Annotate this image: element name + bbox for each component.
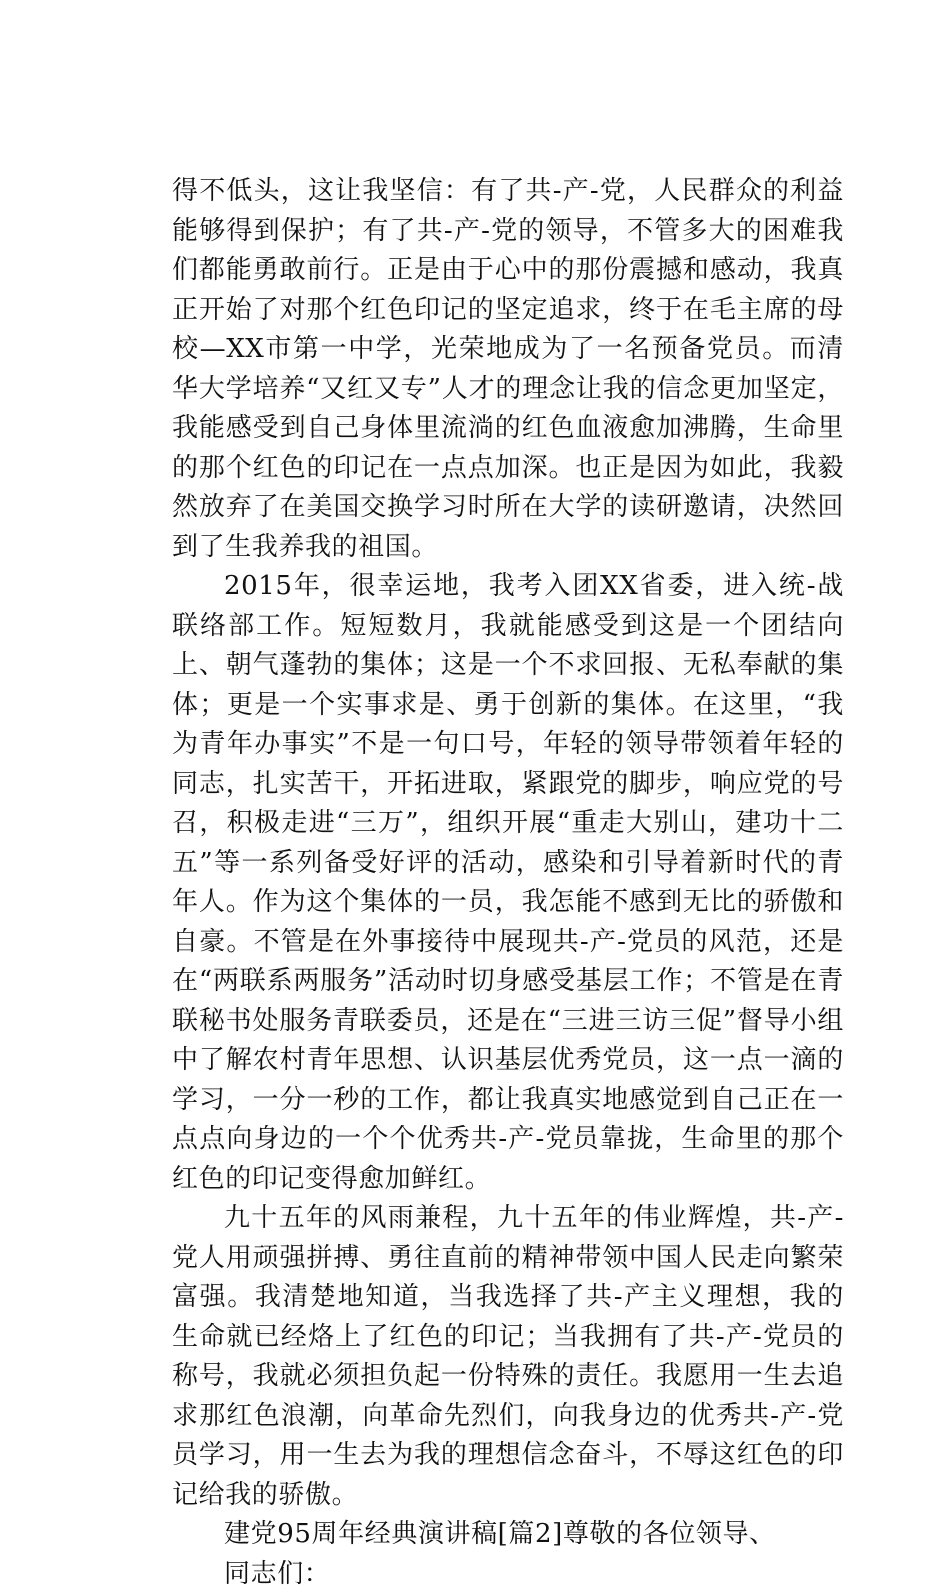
paragraph-1: 得不低头，这让我坚信：有了共-产-党，人民群众的利益能够得到保护；有了共-产-党的领导，不管多大的困难我们都能勇敢前行。正是由于心中的那份震撼和感动，我真正开始了对那个红色印记的坚定追求，终于在毛主席的母校—XX市第一中学，光荣地成为了一名预备党员。而清华大学培养“又红又专”人才的理念让我的信念更加坚定，我能感受到自己身体里流淌的红色血液愈加沸腾，生命里的那个红色的印记在一点点加深。也正是因为如此，我毅然放弃了在美国交换学习时所在大学的读研邀请，决然回到了生我养我的祖国。: [172, 172, 844, 567]
document-body: [172, 172, 844, 1594]
paragraph-2: 2015年，很幸运地，我考入团XX省委，进入统-战联络部工作。短短数月，我就能感受到这是一个团结向上、朝气蓬勃的集体；这是一个不求回报、无私奉献的集体；更是一个实事求是、勇于创新的集体。在这里，“我为青年办事实”不是一句口号，年轻的领导带领着年轻的同志，扎实苦干，开拓进取，紧跟党的脚步，响应党的号召，积极走进“三万”，组织开展“重走大别山，建功十二五”等一系列备受好评的活动，感染和引导着新时代的青年人。作为这个集体的一员，我怎能不感到无比的骄傲和自豪。不管是在外事接待中展现共-产-党员的风范，还是在“两联系两服务”活动时切身感受基层工作；不管是在青联秘书处服务青联委员，还是在“三进三访三促”督导小组中了解农村青年思想、认识基层优秀党员，这一点一滴的学习，一分一秒的工作，都让我真实地感觉到自己正在一点点向身边的一个个优秀共-产-党员靠拢，生命里的那个红色的印记变得愈加鲜红。: [172, 567, 844, 1199]
salutation-line: 同志们：: [172, 1555, 844, 1594]
speech-title-line: 建党95周年经典演讲稿[篇2]尊敬的各位领导、: [172, 1515, 844, 1555]
paragraph-3: 九十五年的风雨兼程，九十五年的伟业辉煌，共-产-党人用顽强拼搏、勇往直前的精神带领中国人民走向繁荣富强。我清楚地知道，当我选择了共-产主义理想，我的生命就已经烙上了红色的印记；当我拥有了共-产-党员的称号，我就必须担负起一份特殊的责任。我愿用一生去追求那红色浪潮，向革命先烈们，向我身边的优秀共-产-党员学习，用一生去为我的理想信念奋斗，不辱这红色的印记给我的骄傲。: [172, 1199, 844, 1515]
